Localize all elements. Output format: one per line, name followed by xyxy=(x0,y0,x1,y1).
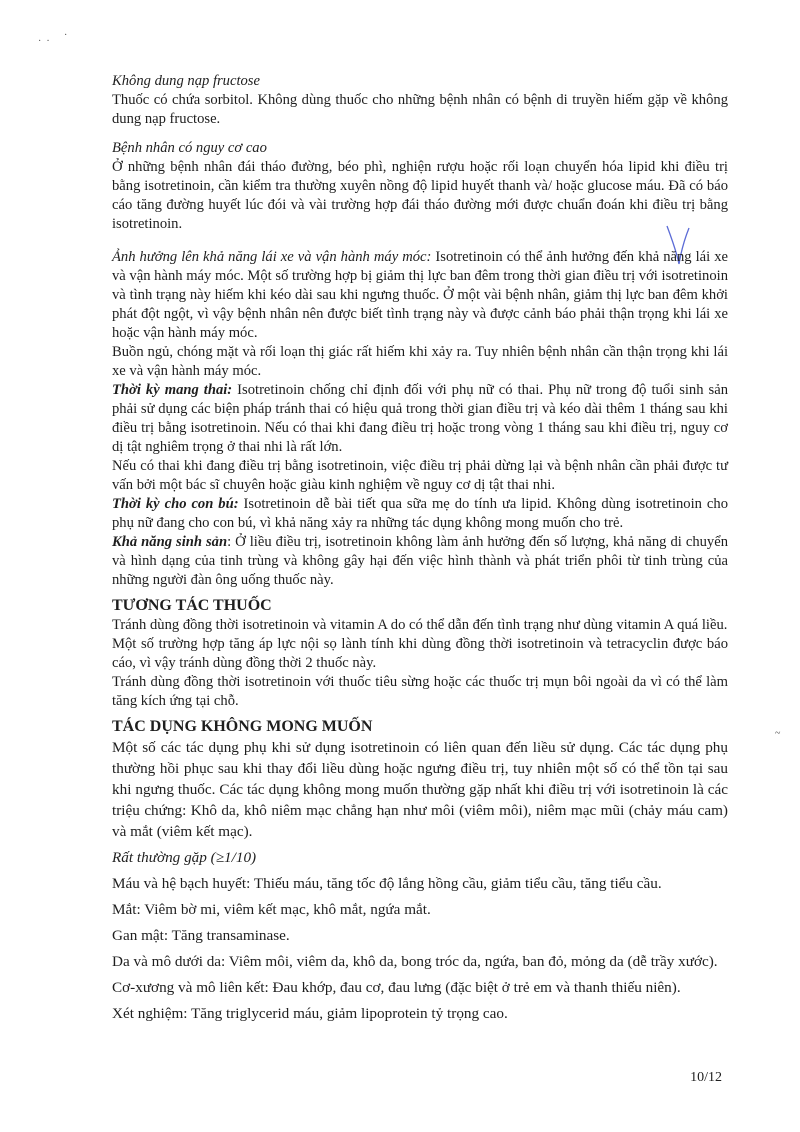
list-item-adverse: Máu và hệ bạch huyết: Thiếu máu, tăng tốc độ lắng hồng cầu, giảm tiểu cầu, tăng tiểu cầu. xyxy=(112,875,662,892)
section-heading-high-risk: Bệnh nhân có nguy cơ cao xyxy=(112,140,267,156)
label-pregnancy: Thời kỳ mang thai: xyxy=(112,382,233,398)
list-item-adverse: Gan mật: Tăng transaminase. xyxy=(112,927,290,944)
label-breastfeeding: Thời kỳ cho con bú: xyxy=(112,496,239,512)
paragraph-driving: Ảnh hưởng lên khả năng lái xe và vận hành máy móc: Isotretinoin có thể ảnh hưởng đến khả năng lái xe và vận hành máy móc. Một số trường hợp bị giảm thị lực ban đêm trong thời gian điều trị với isotretinoin và tình trạng này hiếm khi kéo dài sau khi ngưng thuốc. Ở một vài bệnh nhân, giảm thị lực ban đêm khởi phát đột ngột, vì vậy bệnh nhân nên được biết tình trạng này và được cảnh báo phải thận trọng khi lái xe hoặc vận hành máy móc. xyxy=(112,249,728,341)
document-page xyxy=(112,72,728,1024)
list-item-adverse: Da và mô dưới da: Viêm môi, viêm da, khô da, bong tróc da, ngứa, ban đỏ, mỏng da (dễ trầy xước). xyxy=(112,953,718,970)
list-item-adverse: Xét nghiệm: Tăng triglycerid máu, giảm lipoprotein tỷ trọng cao. xyxy=(112,1005,508,1022)
list-item-adverse: Cơ-xương và mô liên kết: Đau khớp, đau cơ, đau lưng (đặc biệt ở trẻ em và thanh thiếu niên). xyxy=(112,979,681,996)
page-number: 10/12 xyxy=(690,1070,722,1085)
paragraph-breastfeeding: Thời kỳ cho con bú: Isotretinoin dễ bài tiết qua sữa mẹ do tính ưa lipid. Không dùng isotretinoin cho phụ nữ đang cho con bú, vì khả năng xảy ra những tác dụng không mong muốn cho trẻ. xyxy=(112,496,728,531)
paragraph-interaction-3: Tránh dùng đồng thời isotretinoin với thuốc tiêu sừng hoặc các thuốc trị mụn bôi ngoài da vì có thể làm tăng kích ứng tại chỗ. xyxy=(112,674,728,709)
paragraph-driving-2: Buồn ngủ, chóng mặt và rối loạn thị giác rất hiếm khi xảy ra. Tuy nhiên bệnh nhân cần thận trọng khi lái xe và vận hành máy móc. xyxy=(112,344,728,379)
section-title-interactions: TƯƠNG TÁC THUỐC xyxy=(112,597,272,614)
paragraph-interaction-1: Tránh dùng đồng thời isotretinoin và vitamin A do có thể dẫn đến tình trạng như dùng vitamin A quá liều. xyxy=(112,617,728,633)
scan-speck: · xyxy=(64,30,68,41)
section-title-adverse-effects: TÁC DỤNG KHÔNG MONG MUỐN xyxy=(112,718,373,735)
paragraph-fertility: Khả năng sinh sản: Ở liều điều trị, isotretinoin không làm ảnh hưởng đến số lượng, khả năng di chuyển và hình dạng của tinh trùng và không gây hại đến việc hình thành và phát triển phôi từ tinh trùng của những người đàn ông uống thuốc này. xyxy=(112,534,729,588)
label-driving: Ảnh hưởng lên khả năng lái xe và vận hành máy móc: xyxy=(112,249,432,265)
list-item-adverse: Mắt: Viêm bờ mi, viêm kết mạc, khô mắt, ngứa mắt. xyxy=(112,901,431,918)
paragraph-pregnancy: Thời kỳ mang thai: Isotretinoin chống chỉ định đối với phụ nữ có thai. Phụ nữ trong độ tuổi sinh sản phải sử dụng các biện pháp tránh thai có hiệu quả trong thời gian điều trị và kéo dài thêm 1 tháng sau khi điều trị bằng isotretinoin. Nếu có thai khi đang điều trị hoặc trong vòng 1 tháng sau khi điều trị, nguy cơ dị tật nghiêm trọng ở thai nhi là rất lớn. xyxy=(112,382,728,455)
paragraph-adverse-intro: Một số các tác dụng phụ khi sử dụng isotretinoin có liên quan đến liều sử dụng. Các tác dụng phụ thường hồi phục sau khi thay đổi liều dùng hoặc ngưng điều trị, tuy nhiên một số có thể tồn tại sau khi ngưng thuốc. Các tác dụng không mong muốn thường gặp nhất khi điều trị với isotretinoin là các triệu chứng: Khô da, khô niêm mạc chẳng hạn như môi (viêm môi), niêm mạc mũi (chảy máu cam) và mắt (viêm kết mạc). xyxy=(112,739,728,840)
label-fertility: Khả năng sinh sản xyxy=(112,534,228,550)
paragraph-pregnancy-2: Nếu có thai khi đang điều trị bằng isotretinoin, việc điều trị phải dừng lại và bệnh nhân cần phải được tư vấn bởi một bác sĩ chuyên hoặc giàu kinh nghiệm về nguy cơ dị tật thai nhi. xyxy=(112,458,728,493)
scan-speck: · · xyxy=(38,36,50,47)
section-heading-fructose: Không dung nạp fructose xyxy=(112,73,260,89)
paragraph-high-risk: Ở những bệnh nhân đái tháo đường, béo phì, nghiện rượu hoặc rối loạn chuyển hóa lipid khi điều trị bằng isotretinoin, cần kiểm tra thường xuyên nồng độ lipid huyết thanh và/ hoặc glucose máu. Đã có báo cáo tăng đường huyết lúc đói và vài trường hợp đái tháo đường mới được chuẩn đoán khi điều trị bằng isotretinoin. xyxy=(112,159,728,232)
paragraph-fructose: Thuốc có chứa sorbitol. Không dùng thuốc cho những bệnh nhân có bệnh di truyền hiếm gặp về không dung nạp fructose. xyxy=(112,92,728,127)
scan-speck: ~ xyxy=(775,728,781,739)
paragraph-interaction-2: Một số trường hợp tăng áp lực nội sọ lành tính khi dùng đồng thời isotretinoin và tetracyclin được báo cáo, vì vậy tránh dùng đồng thời 2 thuốc này. xyxy=(112,636,728,671)
subheading-very-common: Rất thường gặp (≥1/10) xyxy=(112,849,257,866)
